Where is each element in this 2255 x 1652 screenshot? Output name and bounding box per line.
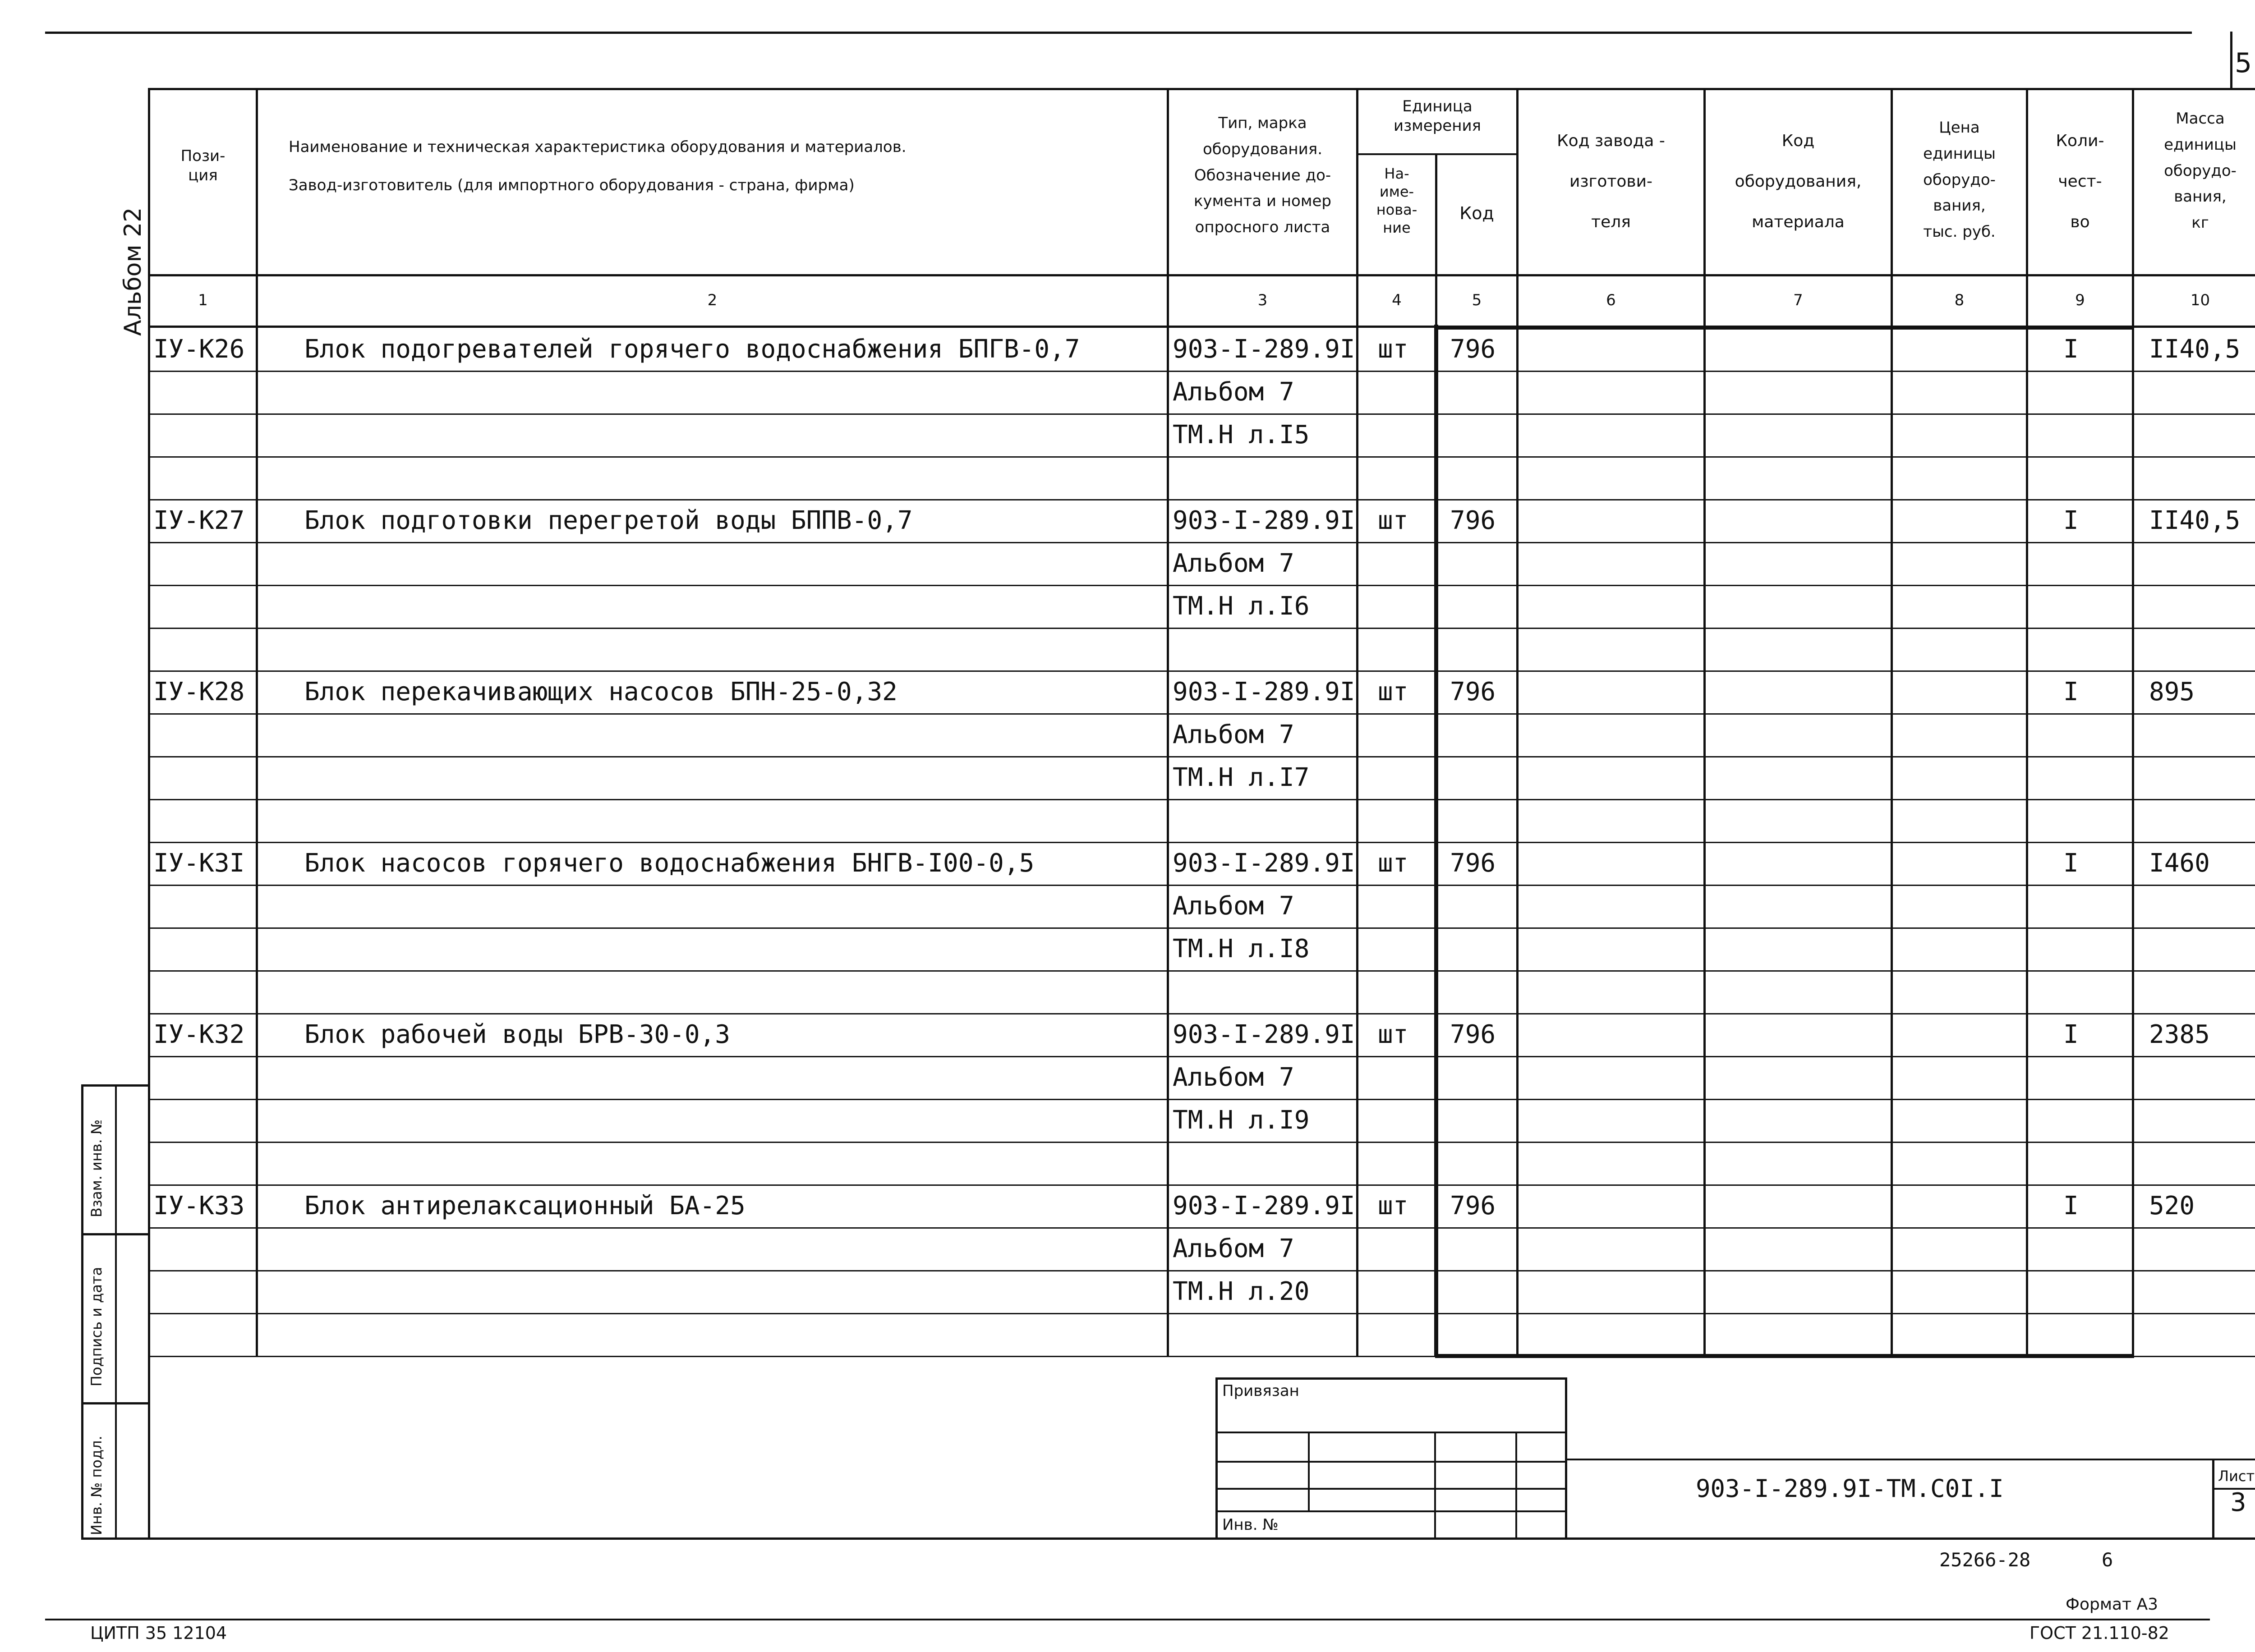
row-line <box>149 799 2255 800</box>
item-qty: I <box>2063 335 2079 364</box>
item-doc: 903-I-289.9I <box>1173 1020 1355 1049</box>
item-name: Блок рабочей воды БРВ-30-0,3 <box>304 1020 731 1049</box>
sheet-box-left <box>2212 1459 2214 1540</box>
colnum-1: 1 <box>198 291 208 309</box>
colnum-9: 9 <box>2075 291 2085 309</box>
item-doc-album: Альбом 7 <box>1173 720 1294 749</box>
item-name: Блок насосов горячего водоснабжения БНГВ-I00-0,5 <box>304 849 1035 878</box>
side-inv-podl: Инв. № подл. <box>88 1436 105 1535</box>
stamp-v1 <box>1308 1432 1310 1510</box>
row-line <box>149 756 2255 757</box>
colnum-4: 4 <box>1392 291 1402 309</box>
row-line <box>149 1056 2255 1057</box>
item-qty: I <box>2063 849 2079 878</box>
side-podpis: Подпись и дата <box>88 1267 105 1386</box>
row-line <box>149 670 2255 672</box>
item-name: Блок подготовки перегретой воды БППВ-0,7 <box>304 506 913 535</box>
side-stamp-inner <box>115 1084 117 1540</box>
row-line <box>149 1142 2255 1143</box>
hdr-unit: Единица измерения <box>1393 97 1482 135</box>
item-doc: 903-I-289.9I <box>1173 849 1355 878</box>
privyazan-label: Привязан <box>1222 1382 1299 1400</box>
page-number: 5 <box>2235 47 2252 79</box>
footer-number-2: 6 <box>2102 1549 2113 1571</box>
item-doc-sheet: ТМ.Н л.I8 <box>1173 934 1310 964</box>
doc-code: 903-I-289.9I-ТМ.С0I.I <box>1696 1474 2004 1503</box>
item-position: IУ-К32 <box>153 1020 245 1049</box>
col-line-8 <box>2026 88 2028 1357</box>
row-line <box>149 842 2255 843</box>
item-unit: шт <box>1378 1020 1408 1049</box>
col-line-6 <box>1703 88 1706 1357</box>
hdr-position: Пози- ция <box>180 147 226 184</box>
inv-no-label: Инв. № <box>1222 1516 1279 1534</box>
hdr-price: Цена единицы оборудо- вания, тыс. руб. <box>1923 119 1996 241</box>
stamp-v2 <box>1434 1432 1436 1540</box>
item-position: IУ-К26 <box>153 335 245 364</box>
hdr-unit-name: На- име- нова- ние <box>1376 165 1417 236</box>
footer-rule <box>45 1619 2210 1620</box>
hdr-type: Тип, марка оборудования. Обозначение до- кумента и номер опросного листа <box>1194 114 1331 237</box>
col-line-3 <box>1356 88 1358 1357</box>
item-code: 796 <box>1450 849 1496 878</box>
colnum-10: 10 <box>2190 291 2210 309</box>
item-doc-sheet: ТМ.Н л.I5 <box>1173 420 1310 450</box>
footer-format: Формат А3 <box>2066 1595 2158 1614</box>
hdr-equip-code: Код оборудования, материала <box>1735 132 1862 231</box>
item-doc-sheet: ТМ.Н л.20 <box>1173 1277 1310 1306</box>
row-line <box>149 1013 2255 1014</box>
hdr-qty: Коли- чест- во <box>2056 132 2104 231</box>
item-doc: 903-I-289.9I <box>1173 677 1355 707</box>
item-name: Блок подогревателей горячего водоснабжения БПГВ-0,7 <box>304 335 1080 364</box>
item-doc: 903-I-289.9I <box>1173 1191 1355 1221</box>
colnum-2: 2 <box>707 291 718 309</box>
item-mass: 895 <box>2149 677 2195 707</box>
sheet-label: Лист <box>2218 1468 2255 1485</box>
item-code: 796 <box>1450 506 1496 535</box>
item-mass: 520 <box>2149 1191 2195 1221</box>
stamp-v3 <box>1515 1432 1517 1540</box>
stamp-h2 <box>1215 1461 1567 1463</box>
item-qty: I <box>2063 1020 2079 1049</box>
item-qty: I <box>2063 677 2079 707</box>
item-doc-sheet: ТМ.Н л.I6 <box>1173 592 1310 621</box>
row-line <box>149 1270 2255 1271</box>
privyazan-box <box>1215 1377 1567 1540</box>
item-position: IУ-К27 <box>153 506 245 535</box>
item-doc: 903-I-289.9I <box>1173 506 1355 535</box>
footer-number: 25266-28 <box>1939 1549 2031 1571</box>
item-unit: шт <box>1378 1191 1408 1221</box>
item-name: Блок антирелаксационный БА-25 <box>304 1191 746 1221</box>
doc-code-top <box>1567 1459 2255 1460</box>
item-doc-sheet: ТМ.Н л.I9 <box>1173 1106 1310 1135</box>
stamp-h4 <box>1215 1510 1567 1512</box>
footer-gost: ГОСТ 21.110-82 <box>2030 1623 2169 1643</box>
colnum-7: 7 <box>1793 291 1803 309</box>
item-unit: шт <box>1378 506 1408 535</box>
header-bottom-line <box>149 274 2255 276</box>
col-line-5 <box>1516 88 1519 1357</box>
colnum-5: 5 <box>1472 291 1482 309</box>
item-unit: шт <box>1378 677 1408 707</box>
col-line-1 <box>256 88 258 1357</box>
side-stamp-sep-2 <box>81 1402 148 1404</box>
album-label: Альбом 22 <box>120 207 147 336</box>
item-position: IУ-К3I <box>153 849 245 878</box>
row-line <box>149 413 2255 415</box>
col-line-2 <box>1167 88 1169 1357</box>
item-doc-album: Альбом 7 <box>1173 549 1294 578</box>
colnum-8: 8 <box>1954 291 1965 309</box>
item-doc-album: Альбом 7 <box>1173 377 1294 407</box>
row-line <box>149 585 2255 586</box>
item-code: 796 <box>1450 1191 1496 1221</box>
hdr-factory-code: Код завода - изготови- теля <box>1557 132 1665 231</box>
hdr-unit-code: Код <box>1459 203 1494 223</box>
row-line <box>149 1313 2255 1314</box>
row-line <box>149 713 2255 715</box>
top-rule <box>45 32 2192 34</box>
item-doc: 903-I-289.9I <box>1173 335 1355 364</box>
hdr-mass: Масса единицы оборудо- вания, кг <box>2164 110 2237 232</box>
item-doc-album: Альбом 7 <box>1173 1234 1294 1263</box>
unit-split-line <box>1356 153 1516 155</box>
row-line <box>149 970 2255 972</box>
stamp-h3 <box>1215 1488 1567 1490</box>
row-line <box>149 1184 2255 1186</box>
row-line <box>149 628 2255 629</box>
item-mass: 2385 <box>2149 1020 2210 1049</box>
row-line <box>149 371 2255 372</box>
row-line <box>149 885 2255 886</box>
item-position: IУ-К33 <box>153 1191 245 1221</box>
item-mass: II40,5 <box>2149 506 2241 535</box>
item-name: Блок перекачивающих насосов БПН-25-0,32 <box>304 677 897 707</box>
row-line <box>149 927 2255 929</box>
side-vzam: Взам. инв. № <box>88 1119 105 1217</box>
frame-top <box>149 88 2255 90</box>
frame-bottom <box>81 1537 2255 1540</box>
row-line <box>149 1356 2255 1357</box>
item-code: 796 <box>1450 1020 1496 1049</box>
item-unit: шт <box>1378 335 1408 364</box>
item-doc-album: Альбом 7 <box>1173 891 1294 921</box>
row-line <box>149 542 2255 543</box>
item-doc-album: Альбом 7 <box>1173 1063 1294 1092</box>
col-line-7 <box>1891 88 1893 1357</box>
side-stamp-sep-1 <box>81 1233 148 1235</box>
item-position: IУ-К28 <box>153 677 245 707</box>
colnum-3: 3 <box>1257 291 1268 309</box>
item-code: 796 <box>1450 677 1496 707</box>
item-code: 796 <box>1450 335 1496 364</box>
item-mass: I460 <box>2149 849 2210 878</box>
sheet-number: 3 <box>2230 1488 2246 1517</box>
item-doc-sheet: ТМ.Н л.I7 <box>1173 763 1310 792</box>
row-line <box>149 499 2255 500</box>
hdr-name: Наименование и техническая характеристика оборудования и материалов. Завод-изготовитель (для импортного оборудования - страна, фирма) <box>289 138 907 194</box>
col-line-4-bold <box>1434 325 1438 1357</box>
item-mass: II40,5 <box>2149 335 2241 364</box>
bold-box-top <box>1435 326 2134 330</box>
footer-citp: ЦИТП 35 12104 <box>90 1623 227 1643</box>
item-qty: I <box>2063 506 2079 535</box>
row-line <box>149 1099 2255 1100</box>
colnum-6: 6 <box>1606 291 1616 309</box>
row-line <box>149 456 2255 458</box>
item-qty: I <box>2063 1191 2079 1221</box>
row-line <box>149 1227 2255 1229</box>
stamp-h1 <box>1215 1432 1567 1433</box>
col-line-9 <box>2132 88 2134 1357</box>
item-unit: шт <box>1378 849 1408 878</box>
